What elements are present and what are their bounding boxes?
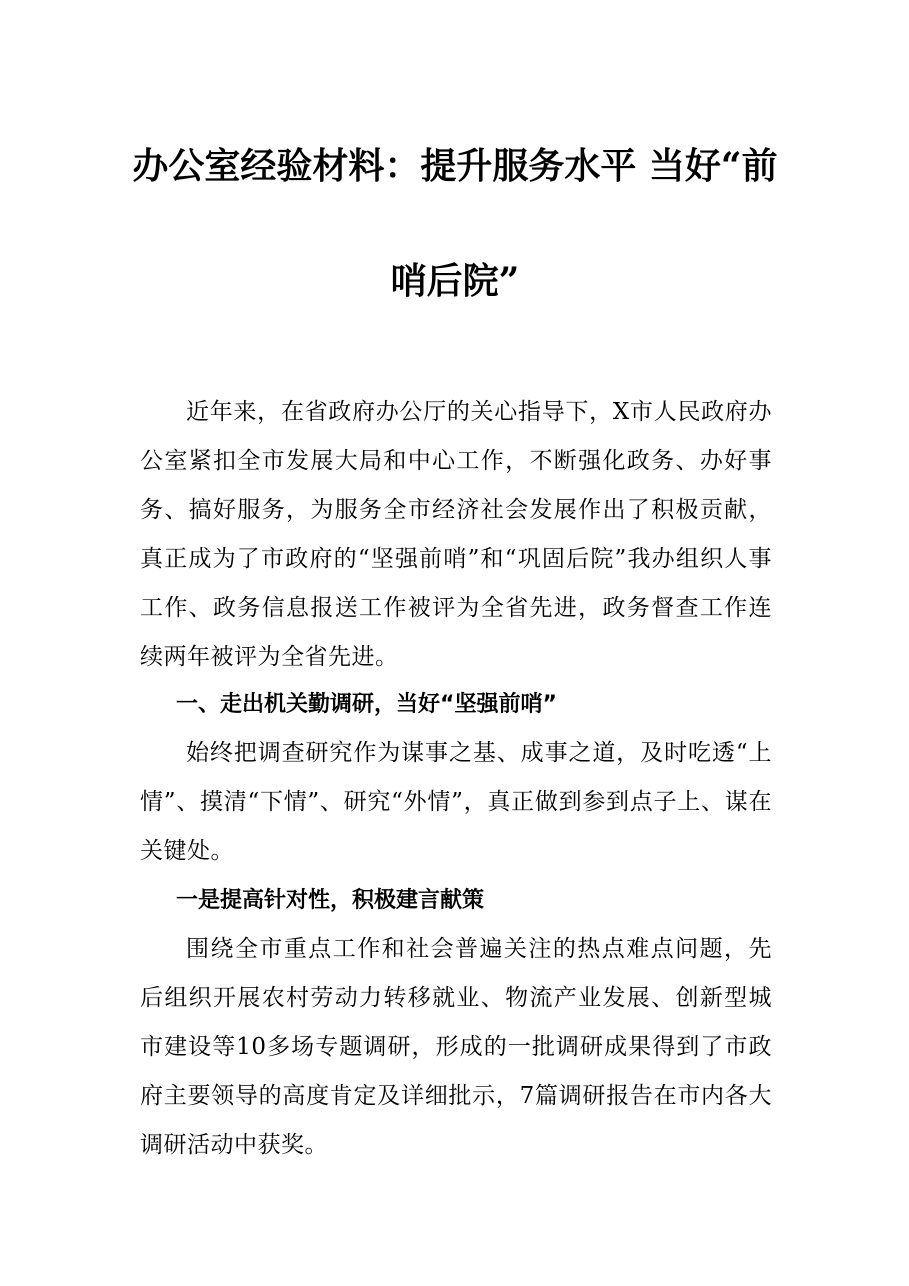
subsection-1-paragraph: 围绕全市重点工作和社会普遍关注的热点难点问题，先后组织开展农村劳动力转移就业、物流产业发展、创新型城市建设等10多场专题调研，形成的一批调研成果得到了市政府主要领导的高度肯定及详细批示，7篇调研报告在市内各大调研活动中获奖。 (140, 936, 772, 1158)
section-1-heading: 一、走出机关勤调研，当好“坚强前哨” (176, 692, 557, 717)
intro-paragraph: 近年来，在省政府办公厅的关心指导下，X市人民政府办公室紧扣全市发展大局和中心工作，不断强化政务、办好事务、搞好服务，为服务全市经济社会发展作出了积极贡献，真正成为了市政府的“坚强前哨”和“巩固后院”我办组织人事工作、政务信息报送工作被评为全省先进，政务督查工作连续两年被评为全省先进。 (140, 399, 772, 670)
subsection-1-heading: 一是提高针对性，积极建言献策 (176, 888, 485, 913)
section-1-paragraph: 始终把调查研究作为谋事之基、成事之道，及时吃透“上情”、摸清“下情”、研究“外情”，真正做到参到点子上、谋在关键处。 (140, 740, 772, 864)
document-title-line-1: 办公室经验材料：提升服务水平 当好“前 (132, 145, 778, 187)
document-title-line-2: 哨后院” (390, 260, 520, 302)
